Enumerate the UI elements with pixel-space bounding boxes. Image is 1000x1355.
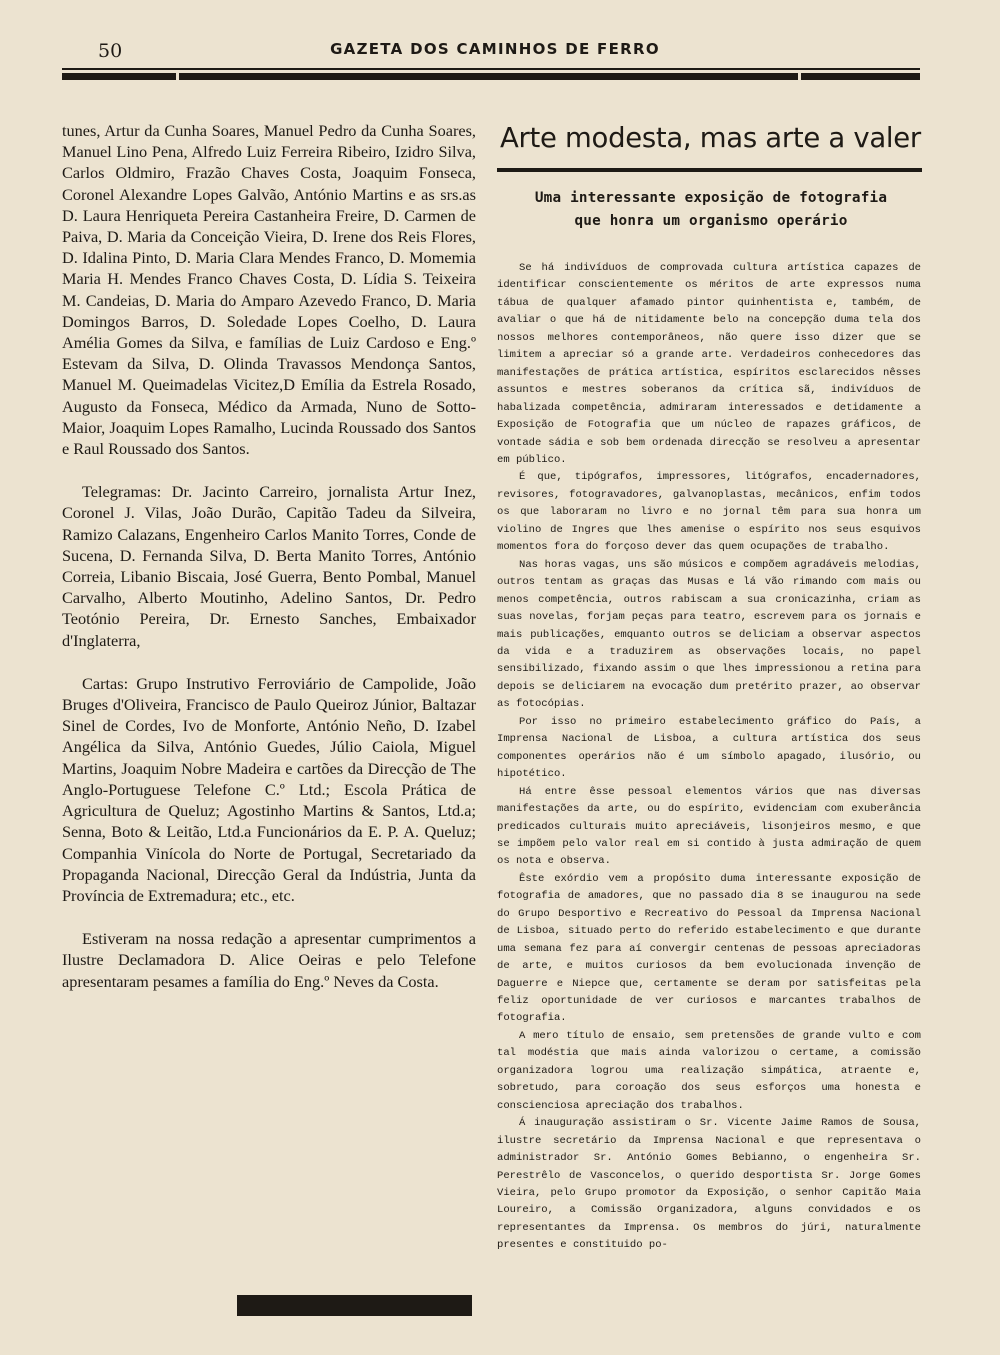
header-rule-gap — [176, 73, 179, 80]
article-paragraph: Por isso no primeiro estabelecimento gráfico do País, a Imprensa Nacional de Lisboa, a cultura artística dos seus componentes operários não é um símbolo apagado, ilusório, ou hipotético. — [497, 715, 921, 781]
article-subtitle — [500, 187, 922, 233]
left-column — [62, 120, 476, 1014]
article-paragraph: Nas horas vagas, uns são músicos e compõem agradáveis melodias, outros tentam as graças das Musas e lá vão rimando com mais ou menos competência, outros rabiscam a sua cronicazinha, criam as suas novelas, forjam peças para teatro, escrevem para os jornais e mais publicações, emquanto outros se deliciam a observar aspectos da vida e a traduzirem as observações locais, no papel sensibilizado, fixando assim o que lhes impressionou a retina para depois se deliciarem na evocação dum pretérito prazer, ao observar as fotocópias. — [497, 558, 921, 711]
title-rule — [497, 168, 922, 172]
article-paragraph: Se há indivíduos de comprovada cultura artística capazes de identificar conscientemente os méritos de arte expressos numa tábua de qualquer afamado pintor quinhentista e, também, de avaliar o que há de nitidamente belo na concepção duma tela dos nossos melhores contemporâneos, não quere isso dizer que se limitem a apreciar só a grande arte. Verdadeiros conhecedores das manifestações de prática artística, espíritos esclarecidos nêsses assuntos e mestres soberanos da crítica sã, indivíduos de habalizada competência, admiraram interessados e detidamente a Exposição de Fotografia que um núcleo de rapazes gráficos, de vontade sádia e sob bem ordenada direcção se resolveu a apresentar em público. — [497, 262, 921, 466]
article-subtitle-line-1: Uma interessante exposição de fotografia — [534, 190, 888, 206]
page-number: 50 — [98, 40, 123, 62]
article-paragraph: É que, tipógrafos, impressores, litógrafos, encadernadores, revisores, fotogravadores, galvanoplastas, mecânicos, enfim todos os que laboraram no livro e no jornal têm para sua honra um violino de Ingres que lhes amenise o espírito nos seus esquivos momentos fora do forçoso dever das quem ocupações de trabalho. — [497, 471, 921, 554]
left-paragraph-list-continuation: tunes, Artur da Cunha Soares, Manuel Pedro da Cunha Soares, Manuel Lino Pena, Alfredo Luiz Ferreira Ribeiro, Izidro Silva, Carlos Oldmiro, Frazão Chaves Costa, Joaquim Fonseca, Coronel Alexandre Lopes Galvão, António Martins e as srs.as D. Laura Henriqueta Pereira Castanheira Freire, D. Carmen de Paiva, D. Maria da Conceição Vieira, D. Irene dos Reis Flores, D. Idalina Pinto, D. Maria Clara Mendes Franco, D. Momemia Maria H. Mendes Franco Chaves Costa, D. Lídia S. Teixeira M. Candeias, D. Maria do Amparo Azevedo Franco, D. Maria Domingos Barros, D. Soledade Lopes Coelho, D. Laura Amélia Gomes da Silva, e famílias de Luiz Cardoso e Eng.º Estevam da Silva, D. Olinda Travassos Mendonça Santos, Manuel M. Queimadelas Vicitez,D Emília da Estrela Rosado, Augusto da Fonseca, Médico da Armada, Nuno de Sotto-Maior, Joaquim Lopes Ramalho, Lucinda Roussado dos Santos e Raul Roussado dos Santos. — [62, 121, 476, 459]
article-title: Arte modesta, mas arte a valer — [500, 122, 921, 154]
header-rule — [62, 68, 920, 80]
column-end-bar — [237, 1295, 472, 1316]
left-paragraph-cartas: Cartas: Grupo Instrutivo Ferroviário de Campolide, João Bruges d'Oliveira, Francisco de Paulo Queiroz Júnior, Baltazar Sinel de Cordes, Ivo de Monforte, António Neño, D. Izabel Angélica da Silva, António Guedes, Júlio Caiola, Miguel Martins, Joaquim Nobre Madeira e cartões da Direcção de The Anglo-Portuguese Telefone C.º Ltd.; Escola Prática de Agricultura de Queluz; Agostinho Martins & Santos, Ltd.a; Senna, Boto & Leitão, Ltd.a Funcionários da E. P. A. Queluz; Companhia Vinícola do Norte de Portugal, Secretariado da Propaganda Nacional, Direcção Geral da Indústria, Junta da Província de Extremadura; etc., etc. — [62, 673, 476, 905]
masthead-title: GAZETA DOS CAMINHOS DE FERRO — [330, 40, 660, 58]
article-paragraph: Á inauguração assistiram o Sr. Vicente Jaime Ramos de Sousa, ilustre secretário da Imprensa Nacional e que representava o administrador Sr. António Gomes Bebianno, o engenheira Sr. Perestrêlo de Vasconcelos, o querido desportista Sr. Jorge Gomes Vieira, pelo Grupo promotor da Exposição, o senhor Capitão Maia Loureiro, a Comissão Organizadora, alguns convidados e os representantes da Imprensa. Os membros do júri, naturalmente presentes e constituido po- — [497, 1117, 921, 1252]
article-subtitle-line-2: que honra um organismo operário — [574, 213, 848, 229]
article-paragraph: Há entre êsse pessoal elementos vários que nas diversas manifestações da arte, ou do espírito, evidenciam com exuberância predicados culturais muito apreciáveis, lisonjeiros mesmo, e que se impõem pelo valor real em si contido à justa admiração de quem os nota e observa. — [497, 785, 921, 868]
left-paragraph-redacao: Estiveram na nossa redação a apresentar cumprimentos a Ilustre Declamadora D. Alice Oeiras e pelo Telefone apresentaram pesames a família do Eng.º Neves da Costa. — [62, 929, 476, 991]
left-paragraph-telegramas: Telegramas: Dr. Jacinto Carreiro, jornalista Artur Inez, Coronel J. Vilas, João Durão, Capitão Tadeu da Silveira, Ramizo Calazans, Engenheiro Carlos Manito Torres, Conde de Sucena, D. Fernanda Silva, D. Berta Manito Torres, António Correia, Libanio Biscaia, José Guerra, Bento Pombal, Manuel Carvalho, Alberto Moutinho, Adelino Santos, Dr. Pedro Teotónio Pereira, Dr. Ernesto Sanches, Embaixador d'Inglaterra, — [62, 482, 476, 650]
article-paragraph: Êste exórdio vem a propósito duma interessante exposição de fotografia de amadores, que no passado dia 8 se inaugurou na sede do Grupo Desportivo e Recreativo do Pessoal da Imprensa Nacional de Lisboa, situado perto do referido estabelecimento e que durante uma semana fez para aí convergir centenas de pessoas apreciadoras de arte, e muitos curiosos da bem evolucionada invenção de Daguerre e Niepce que, certamente se deram por satisfeitas pela feliz oportunidade de ver curiosos e marcantes trabalhos de fotografia. — [497, 872, 921, 1025]
article-paragraph: A mero título de ensaio, sem pretensões de grande vulto e com tal modéstia que mais ainda valorizou o certame, a comissão organizadora logrou uma realização simpática, atraente e, sobretudo, para coroação dos seus esforços uma honesta e conscienciosa apreciação dos trabalhos. — [497, 1029, 921, 1112]
header-rule-gap — [798, 73, 801, 80]
article-body — [497, 260, 921, 1255]
